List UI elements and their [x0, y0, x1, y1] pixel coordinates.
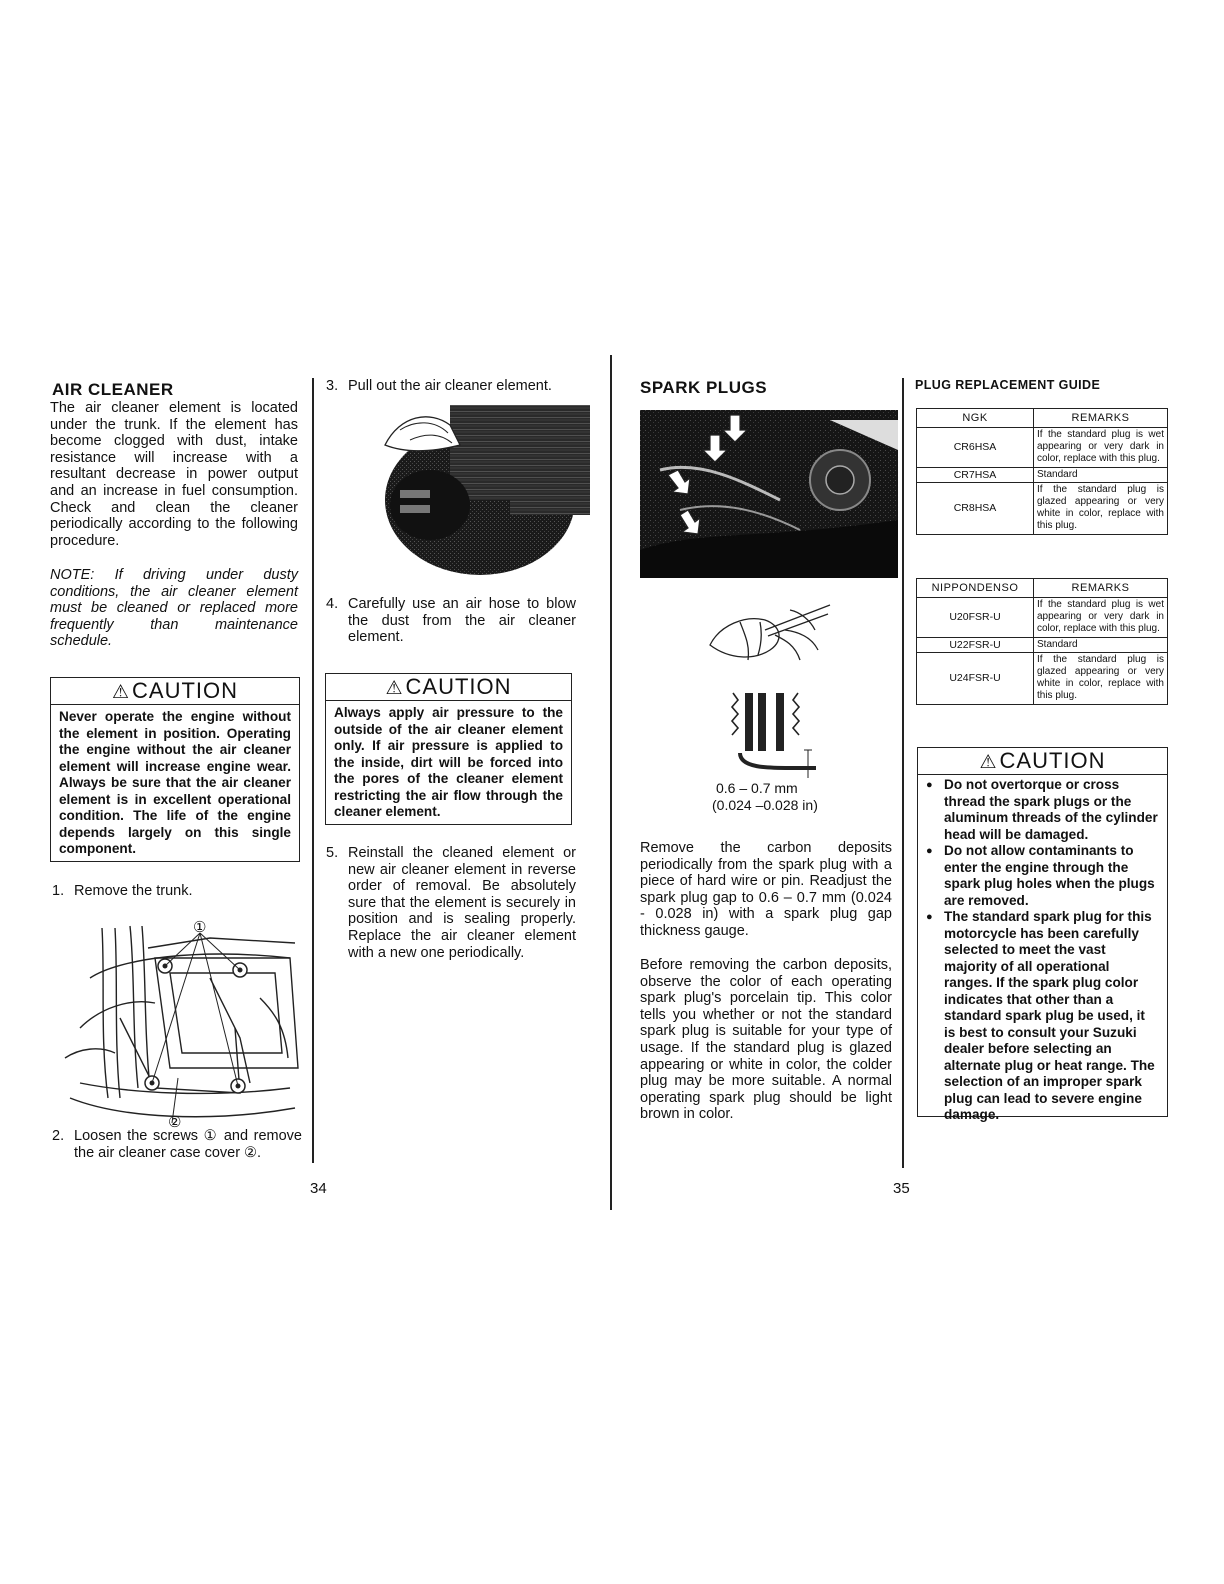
table-row: U20FSR-U If the standard plug is wet appearing or very dark in color, replace with this plug.	[917, 598, 1168, 638]
nippondenso-plug-table	[916, 578, 1168, 705]
step-4: 4. Carefully use an air hose to blow the dust from the air cleaner element.	[326, 596, 576, 646]
table-row: CR6HSA If the standard plug is wet appearing or very dark in color, replace with this plug.	[917, 428, 1168, 468]
caution-item: ● The standard spark plug for this motorcycle has been carefully selected to meet the vast majority of all operational ranges. If the spark plug color indicates that other than a standard spark plug be used, it is best to consult your Suzuki dealer before selecting an alternate plug or heat range. The selection of an improper spark plug can lead to severe engine damage.	[926, 909, 1159, 1124]
step-3: 3. Pull out the air cleaner element.	[326, 378, 552, 394]
spark-plug-location-photo	[640, 410, 898, 578]
spark-plugs-title: SPARK PLUGS	[640, 378, 768, 397]
warning-triangle-icon: ⚠	[385, 678, 404, 699]
ngk-header: NGK	[917, 409, 1034, 428]
caution-item: ● Do not allow contaminants to enter the engine through the spark plug holes when the plugs are removed.	[926, 843, 1159, 909]
air-cleaner-element-photo	[370, 405, 590, 577]
gap-spec-mm: 0.6 – 0.7 mm	[716, 780, 798, 796]
step-1: 1. Remove the trunk.	[52, 883, 193, 899]
nippondenso-header: NIPPONDENSO	[917, 579, 1034, 598]
warning-triangle-icon: ⚠	[979, 752, 998, 773]
caution-list	[918, 775, 1167, 1128]
table-row: CR8HSA If the standard plug is glazed appearing or very white in color, replace with this plug.	[917, 482, 1168, 534]
carbon-deposit-paragraph: Remove the carbon deposits periodically from the spark plug with a piece of hard wire or pin. Readjust the spark plug gap to 0.6 – 0.7 mm (0.024 - 0.028 in) with a spark plug gap thickness gauge.	[640, 840, 892, 939]
caution-text: Never operate the engine without the element in position. Operating the engine without the air cleaner element will increase engine wear. Always be sure that the air cleaner element is in excellent operational condition. The life of the engine depends largely on this single component.	[59, 709, 291, 856]
air-cleaner-case-figure	[60, 918, 305, 1130]
remarks-header: REMARKS	[1034, 409, 1168, 428]
plug-color-paragraph: Before removing the carbon deposits, observe the color of each operating spark plug's porcelain tip. This color tells you whether or not the standard spark plug is suitable for your type of usage. If the standard plug is glazed appearing or white in color, the colder plug may be more suitable. A normal operating spark plug should be light brown in color.	[640, 957, 892, 1123]
caution-title: ⚠CAUTION	[51, 678, 299, 705]
callout-1: ①	[193, 919, 207, 936]
air-cleaner-note: NOTE: If driving under dusty conditions, the air cleaner element must be cleaned or replaced more frequently than maintenance schedule.	[50, 567, 298, 650]
air-cleaner-intro: The air cleaner element is located under the trunk. If the element has become clogged with dust, intake resistance will increase with a resultant decrease in power output and an increase in fuel consumption. Check and clean the cleaner periodically according to the following procedure.	[50, 400, 298, 549]
gap-gauge-illustration	[700, 600, 840, 670]
caution-box-air-pressure	[325, 673, 572, 825]
remarks-header: REMARKS	[1034, 579, 1168, 598]
warning-triangle-icon: ⚠	[111, 682, 131, 703]
ngk-plug-table	[916, 408, 1168, 535]
table-row: U22FSR-U Standard	[917, 637, 1168, 652]
table-row: CR7HSA Standard	[917, 467, 1168, 482]
column-divider-right	[902, 378, 904, 1168]
step-2: 2. Loosen the screws ① and remove the air cleaner case cover ②.	[52, 1128, 302, 1161]
caution-title: ⚠CAUTION	[918, 748, 1167, 775]
center-fold	[610, 355, 612, 1210]
callout-2: ②	[168, 1114, 182, 1131]
column-divider	[312, 378, 314, 1163]
table-row: U24FSR-U If the standard plug is glazed appearing or very white in color, replace with this plug.	[917, 652, 1168, 704]
air-cleaner-title: AIR CLEANER	[52, 380, 174, 399]
step-5: 5. Reinstall the cleaned element or new air cleaner element in reverse order of removal. Be absolutely sure that the element is securely in position and is sealing properly. Replace the air cleaner element with a new one periodically.	[326, 845, 576, 961]
caution-box-engine	[50, 677, 300, 862]
caution-title: ⚠CAUTION	[326, 674, 571, 701]
caution-item: ● Do not overtorque or cross thread the spark plugs or the aluminum threads of the cylinder head will be damaged.	[926, 777, 1159, 843]
plug-guide-title: PLUG REPLACEMENT GUIDE	[915, 378, 1101, 392]
caution-box-spark-plugs	[917, 747, 1168, 1122]
page-number-left: 34	[310, 1180, 327, 1197]
gap-spec-in: (0.024 –0.028 in)	[712, 797, 818, 813]
caution-text: Always apply air pressure to the outside of the air cleaner element only. If air pressure is applied to the inside, dirt will be forced into the pores of the cleaner element restricting the air flow through the cleaner element.	[334, 705, 563, 819]
spark-plug-gap-diagram	[728, 688, 818, 780]
page-number-right: 35	[893, 1180, 910, 1197]
